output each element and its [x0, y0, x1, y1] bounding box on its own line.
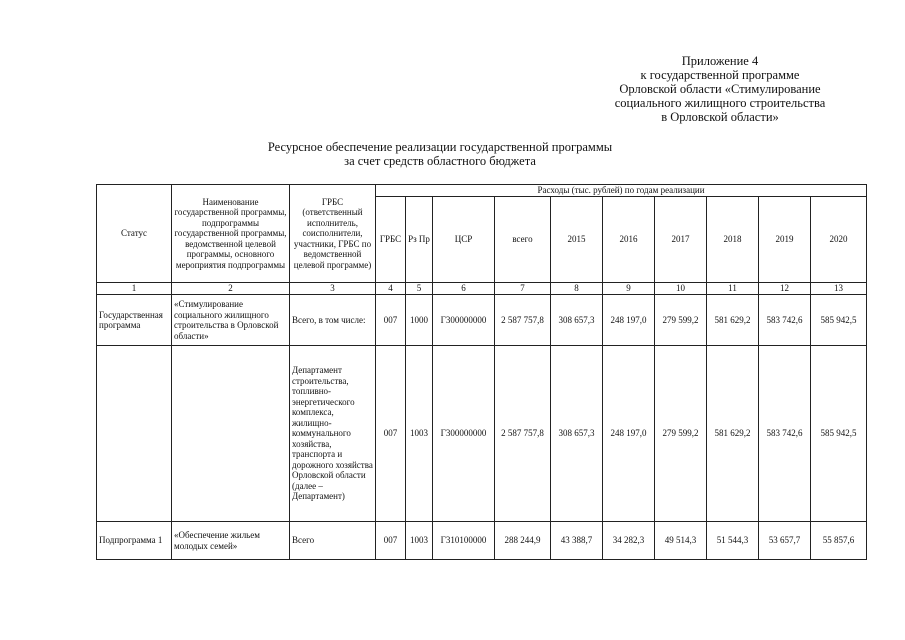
- header-year: 2020: [811, 197, 867, 283]
- header-csr: ЦСР: [433, 197, 495, 283]
- appendix-line: к государственной программе: [640, 68, 800, 82]
- cell-year: 248 197,0: [603, 295, 655, 346]
- header-grbs-long: ГРБС (ответственный исполнитель, соисполнители, участники, ГРБС по ведомственной целевой программе): [290, 185, 376, 283]
- cell-grbs-long: Всего: [290, 522, 376, 560]
- column-number: 11: [707, 283, 759, 295]
- cell-year: 43 388,7: [551, 522, 603, 560]
- header-year: 2017: [655, 197, 707, 283]
- header-year: 2018: [707, 197, 759, 283]
- appendix-line: Орловской области «Стимулирование: [619, 82, 821, 96]
- header-rzpr: Рз Пр: [406, 197, 433, 283]
- document-title: [180, 140, 700, 168]
- header-year: 2016: [603, 197, 655, 283]
- column-number: 9: [603, 283, 655, 295]
- title-line: за счет средств областного бюджета: [344, 154, 536, 168]
- cell-year: 53 657,7: [759, 522, 811, 560]
- column-number-row: [97, 283, 867, 295]
- resource-table: [96, 184, 867, 560]
- header-status: Статус: [97, 185, 172, 283]
- cell-name: «Обеспечение жильем молодых семей»: [172, 522, 290, 560]
- title-line: Ресурсное обеспечение реализации государственной программы: [267, 140, 613, 154]
- cell-rzpr: 1003: [406, 522, 433, 560]
- cell-year: 308 657,3: [551, 346, 603, 522]
- cell-year: 308 657,3: [551, 295, 603, 346]
- column-number: 7: [495, 283, 551, 295]
- cell-grbs-long: Департамент строительства, топливно-энергетического комплекса, жилищно-коммунального хозяйства, транспорта и дорожного хозяйства Орловской области (далее – Департамент): [290, 346, 376, 522]
- header-year: 2015: [551, 197, 603, 283]
- cell-name: «Стимулирование социального жилищного строительства в Орловской области»: [172, 295, 290, 346]
- column-number: 6: [433, 283, 495, 295]
- cell-csr: Г310100000: [433, 522, 495, 560]
- table-row: [97, 295, 867, 346]
- column-number: 1: [97, 283, 172, 295]
- cell-name: [172, 346, 290, 522]
- cell-year: 585 942,5: [811, 295, 867, 346]
- cell-rzpr: 1003: [406, 346, 433, 522]
- cell-status: Государственная программа: [97, 295, 172, 346]
- cell-csr: Г300000000: [433, 346, 495, 522]
- appendix-line: Приложение 4: [681, 54, 759, 68]
- cell-year: 279 599,2: [655, 346, 707, 522]
- cell-grbs: 007: [376, 522, 406, 560]
- header-grbs: ГРБС: [376, 197, 406, 283]
- column-number: 12: [759, 283, 811, 295]
- cell-year: 279 599,2: [655, 295, 707, 346]
- cell-grbs-long: Всего, в том числе:: [290, 295, 376, 346]
- cell-total: 288 244,9: [495, 522, 551, 560]
- header-name: Наименование государственной программы, подпрограммы государственной программы, ведомственной целевой программы, основного мероприятия подпрограммы: [172, 185, 290, 283]
- header-expenses: Расходы (тыс. рублей) по годам реализации: [376, 185, 867, 197]
- column-number: 2: [172, 283, 290, 295]
- cell-rzpr: 1000: [406, 295, 433, 346]
- cell-csr: Г300000000: [433, 295, 495, 346]
- column-number: 10: [655, 283, 707, 295]
- cell-status: Подпрограмма 1: [97, 522, 172, 560]
- header-year: 2019: [759, 197, 811, 283]
- table-row: [97, 522, 867, 560]
- cell-status: [97, 346, 172, 522]
- column-number: 4: [376, 283, 406, 295]
- cell-year: 583 742,6: [759, 295, 811, 346]
- column-number: 5: [406, 283, 433, 295]
- column-number: 3: [290, 283, 376, 295]
- table-row: [97, 346, 867, 522]
- header-total: всего: [495, 197, 551, 283]
- cell-year: 51 544,3: [707, 522, 759, 560]
- cell-year: 585 942,5: [811, 346, 867, 522]
- cell-year: 49 514,3: [655, 522, 707, 560]
- cell-total: 2 587 757,8: [495, 346, 551, 522]
- column-number: 13: [811, 283, 867, 295]
- appendix-line: социального жилищного строительства: [614, 96, 826, 110]
- cell-year: 581 629,2: [707, 295, 759, 346]
- cell-year: 34 282,3: [603, 522, 655, 560]
- cell-year: 248 197,0: [603, 346, 655, 522]
- appendix-block: [560, 54, 880, 124]
- cell-total: 2 587 757,8: [495, 295, 551, 346]
- cell-grbs: 007: [376, 295, 406, 346]
- column-number: 8: [551, 283, 603, 295]
- cell-year: 583 742,6: [759, 346, 811, 522]
- appendix-line: в Орловской области»: [661, 110, 779, 124]
- cell-grbs: 007: [376, 346, 406, 522]
- cell-year: 55 857,6: [811, 522, 867, 560]
- cell-year: 581 629,2: [707, 346, 759, 522]
